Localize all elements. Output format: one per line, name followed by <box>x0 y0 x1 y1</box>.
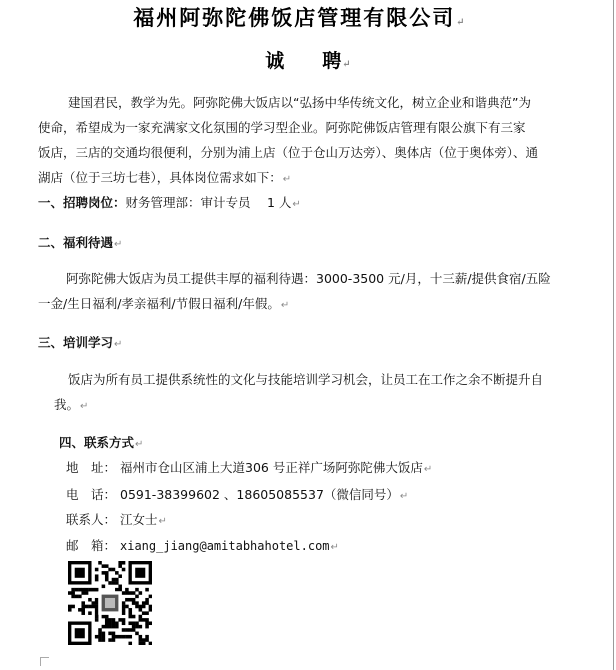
email-label: 邮 箱： <box>66 538 117 553</box>
paragraph-mark: ↵ <box>80 401 89 412</box>
paragraph-mark: ↵ <box>399 491 409 502</box>
address-value: 福州市仓山区浦上大道306 号正祥广场阿弥陀佛大饭店 <box>120 460 423 475</box>
training-line-1: 饭店为所有员工提供系统性的文化与技能培训学习机会，让员工在工作之余不断提升自 <box>68 372 544 387</box>
contact-value: 江女士 <box>120 512 158 527</box>
paragraph-mark: ↵ <box>280 300 290 311</box>
section-positions-content: 财务管理部：审计专员 1 人 <box>125 195 292 210</box>
paragraph-mark: ↵ <box>292 199 301 210</box>
contact-label: 联系人： <box>66 512 117 527</box>
phone-value: 0591-38399602 、18605085537（微信同号） <box>120 487 399 502</box>
paragraph-mark: ↵ <box>282 174 292 185</box>
paragraph-mark: ↵ <box>114 239 123 250</box>
intro-line-2 <box>38 118 526 136</box>
company-title <box>0 2 600 32</box>
address-label: 地 址： <box>66 460 117 475</box>
paragraph-mark: ↵ <box>114 339 123 350</box>
training-line-2-text: 我。 <box>54 397 80 412</box>
section-positions <box>38 193 301 211</box>
benefits-line-1: 阿弥陀佛大饭店为员工提供丰厚的福利待遇：3000-3500 元/月，十三薪/提供食宿/五险 <box>66 271 551 286</box>
heading-char-2: 聘 <box>322 50 342 72</box>
intro-line-3: 饭店，三店的交通均很便利，分别为浦上店（位于仓山万达旁）、奥体店（位于奥体旁）、通 <box>38 145 539 160</box>
training-line-2 <box>54 395 88 413</box>
section-benefits-heading <box>38 233 122 251</box>
paragraph-mark: ↵ <box>342 59 351 70</box>
contact-phone <box>66 485 408 503</box>
paragraph-mark: ↵ <box>456 17 467 28</box>
email-value: xiang_jiang@amitabhahotel.com <box>120 539 330 553</box>
benefits-line-2-text: 一金/生日福利/孝亲福利/节假日福利/年假。 <box>38 296 280 311</box>
intro-line-4-text: 湖店（位于三坊七巷），具体岗位需求如下： <box>38 170 282 185</box>
phone-label: 电 话： <box>66 487 117 502</box>
section-training-heading-text: 三、培训学习 <box>38 335 114 350</box>
contact-person <box>66 510 167 528</box>
contact-email <box>66 536 339 554</box>
section-contact-heading <box>59 433 143 451</box>
page-edge <box>613 0 614 670</box>
intro-line-4 <box>38 168 291 186</box>
paragraph-mark: ↵ <box>135 439 144 450</box>
paragraph-mark: ↵ <box>158 516 167 527</box>
intro-line-2-text: 使命，希望成为一家充满家文化氛围的学习型企业。阿弥陀佛饭店管理有限公旗下有三家 <box>38 120 526 135</box>
section-contact-heading-text: 四、联系方式 <box>59 435 135 450</box>
page-corner-mark <box>40 657 49 666</box>
benefits-line-2 <box>38 294 289 312</box>
section-benefits-heading-text: 二、福利待遇 <box>38 235 114 250</box>
section-positions-heading: 一、招聘岗位： <box>38 195 126 210</box>
paragraph-mark: ↵ <box>330 542 339 553</box>
section-training-heading <box>38 333 122 351</box>
heading-char-1: 诚 <box>265 50 285 72</box>
wechat-qr-code <box>68 561 152 645</box>
qr-code-icon <box>68 561 152 645</box>
recruitment-heading <box>0 46 616 73</box>
intro-line-1: 建国君民，教学为先。阿弥陀佛大饭店以“弘扬中华传统文化，树立企业和谐典范”为 <box>68 95 531 110</box>
company-title-text: 福州阿弥陀佛饭店管理有限公司 <box>133 5 456 30</box>
contact-address <box>66 458 432 476</box>
paragraph-mark: ↵ <box>423 464 433 475</box>
